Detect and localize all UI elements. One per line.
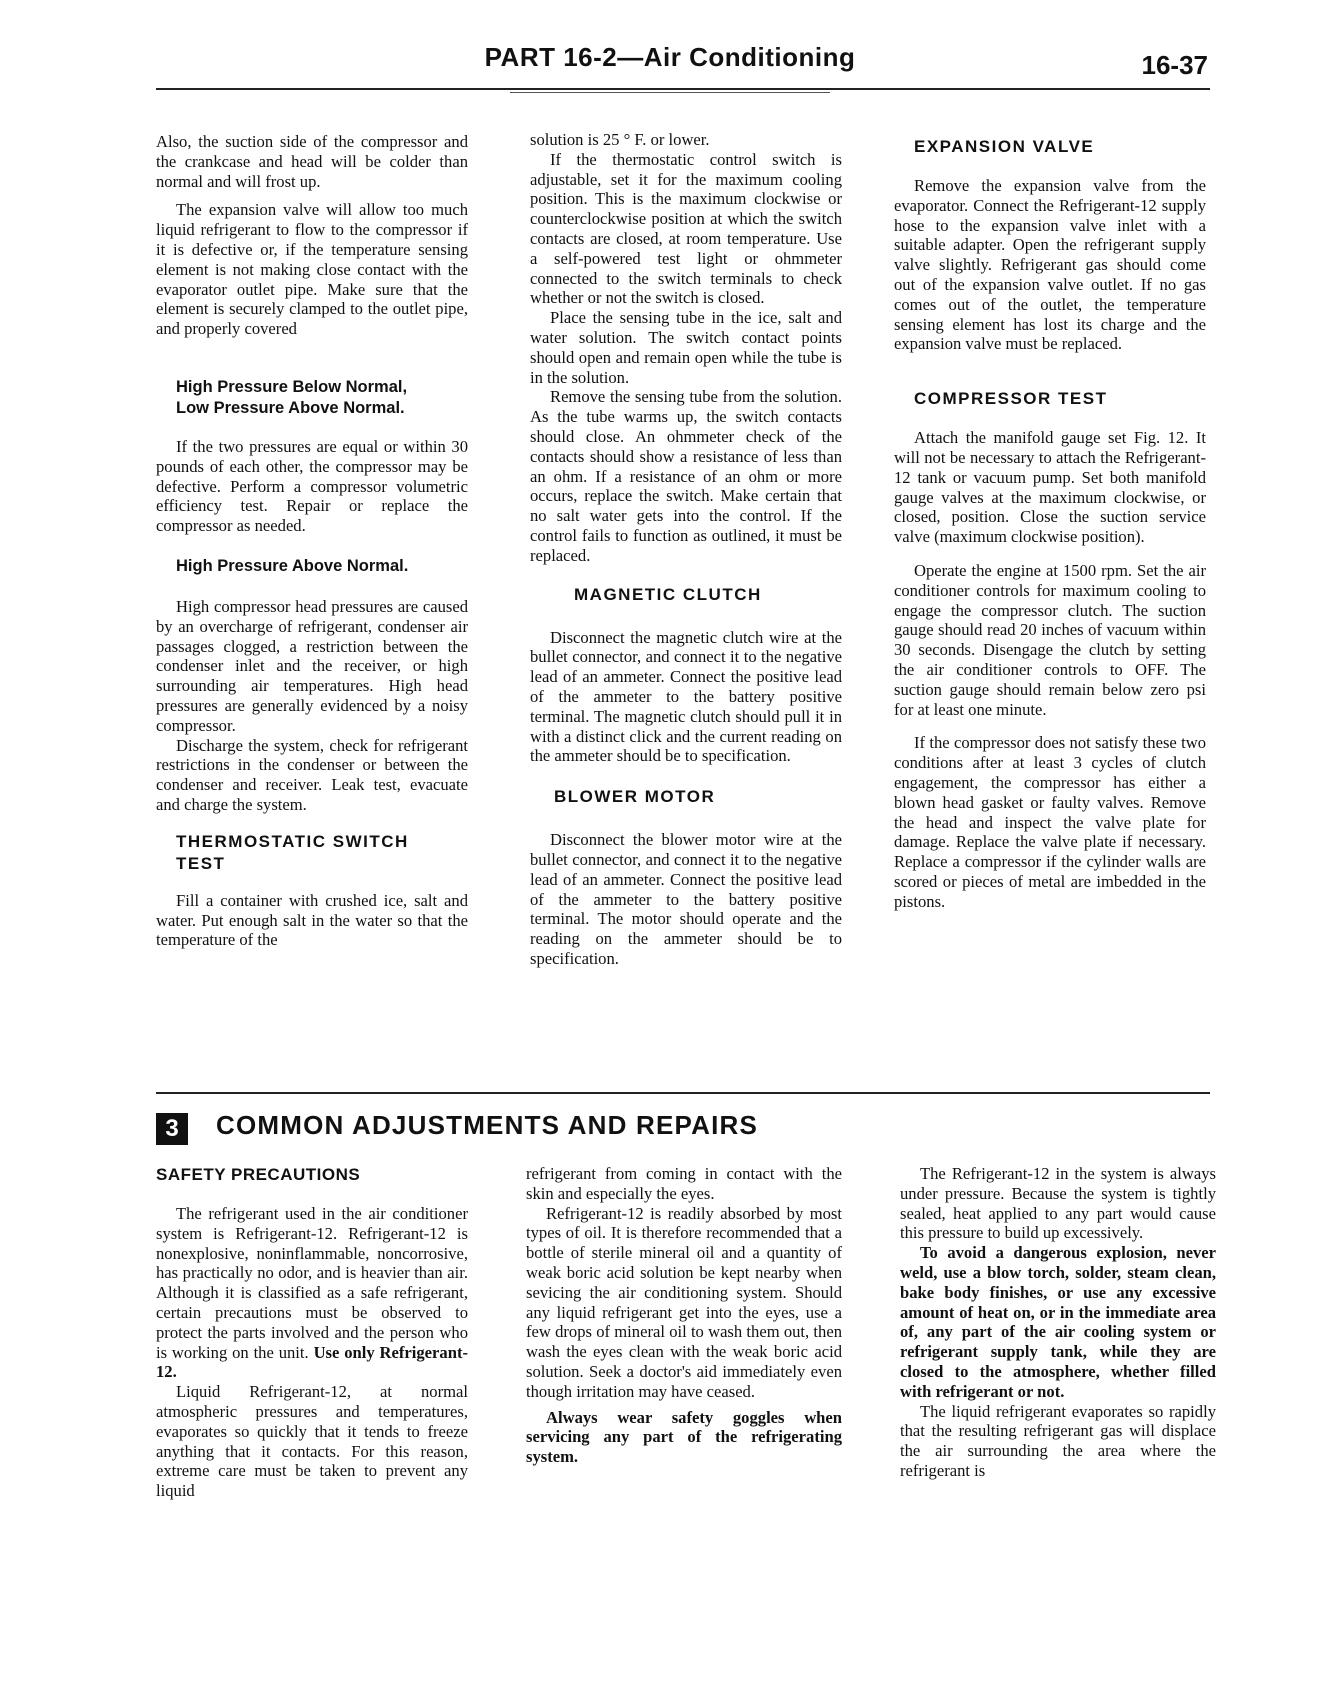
section-heading: EXPANSION VALVE [914, 137, 1095, 156]
section-heading: BLOWER MOTOR [554, 787, 716, 807]
paragraph: refrigerant from coming in contact with the skin and especially the eyes. [526, 1164, 842, 1203]
paragraph-emphasis: Always wear safety goggles when servicing any part of the refrigerating system. [526, 1407, 842, 1467]
lower-column-1 [156, 1164, 468, 1501]
header-rule [156, 88, 1210, 90]
paragraph: Discharge the system, check for refrigerant restrictions in the condenser or between the condenser and receiver. Leak test, evacuate and charge the system. [156, 735, 468, 814]
section-rule [156, 1092, 1210, 1094]
header-rule-secondary [510, 92, 830, 93]
paragraph: If the compressor does not satisfy these two conditions after at least 3 cycles of clutch engagement, the compressor has either a blown head gasket or faulty valves. Remove the head and inspect the valve plate for damage. Replace the valve plate if necessary. Replace a compressor if the cylinder walls are scored or pieces of metal are imbedded in the pistons. [894, 733, 1206, 911]
section-heading: COMPRESSOR TEST [914, 389, 1108, 409]
upper-column-2 [530, 130, 842, 969]
subheading: High Pressure Above Normal. [176, 556, 409, 575]
paragraph: Remove the sensing tube from the solution. As the tube warms up, the switch contacts should close. An ohmmeter check of the contacts should show a resistance of less than an ohm. If a resistance of an ohm or more occurs, replace the switch. Make certain that no salt water gets into the control. If the control fails to function as outlined, it must be replaced. [530, 387, 842, 565]
section-heading: MAGNETIC CLUTCH [574, 584, 762, 604]
paragraph: solution is 25 ° F. or lower. [530, 130, 710, 149]
paragraph: Place the sensing tube in the ice, salt and water solution. The switch contact points should open and remain open while the tube is in the solution. [530, 308, 842, 387]
paragraph: Disconnect the magnetic clutch wire at the bullet connector, and connect it to the negative lead of an ammeter. Connect the positive lead of the ammeter to the battery positive terminal. The magnetic clutch should pull it in with a distinct click and the current reading on the ammeter should be to specification. [530, 627, 842, 766]
paragraph-text: The refrigerant used in the air conditioner system is Refrigerant-12. Refrigerant-12 is nonexplosive, noninflammable, noncorrosive, has practically no odor, and is heavier than air. Although it is classified as a safe refrigerant, certain precautions must be observed to protect the parts involved and the person who is working on the unit. [156, 1204, 468, 1362]
paragraph: The expansion valve will allow too much liquid refrigerant to flow to the compressor if it is defective or, if the temperature sensing element is not making close contact with the evaporator outlet pipe. Make sure that the element is securely clamped to the outlet pipe, and properly covered [156, 200, 468, 339]
paragraph: Fill a container with crushed ice, salt and water. Put enough salt in the water so that the temperature of the [156, 890, 468, 950]
section-number-badge: 3 [156, 1113, 188, 1145]
paragraph [156, 1204, 468, 1382]
upper-column-1 [156, 132, 468, 950]
paragraph: Refrigerant-12 is readily absorbed by most types of oil. It is therefore recommended that a bottle of sterile mineral oil and a quantity of weak boric acid solution be kept nearby when sevicing the air conditioning system. Should any liquid refrigerant get into the eyes, use a few drops of mineral oil to wash them out, then wash the eyes clean with the weak boric acid solution. Seek a doctor's aid immediately even though irritation may have ceased. [526, 1203, 842, 1401]
paragraph: Also, the suction side of the compressor and the crankcase and head will be colder than normal and will frost up. [156, 132, 468, 191]
paragraph: The Refrigerant-12 in the system is always under pressure. Because the system is tightly sealed, heat applied to any part would cause this pressure to build up excessively. [900, 1164, 1216, 1243]
paragraph-emphasis: Use only Refrigerant-12. [156, 1342, 468, 1382]
paragraph: Attach the manifold gauge set Fig. 12. It will not be necessary to attach the Refrigerant-12 tank or vacuum pump. Set both manifold gauge valves at the maximum clockwise, or closed, position. Close the suction service valve (maximum clockwise position). [894, 428, 1206, 547]
page-number: 16-37 [1141, 50, 1208, 80]
paragraph: Remove the expansion valve from the evaporator. Connect the Refrigerant-12 supply hose to the expansion valve inlet with a suitable adapter. Open the refrigerant supply valve slightly. Refrigerant gas should come out of the expansion valve outlet. If no gas comes out of the outlet, the temperature sensing element has lost its charge and the expansion valve must be replaced. [894, 176, 1206, 354]
paragraph: If the thermostatic control switch is adjustable, set it for the maximum cooling position. This is the maximum clockwise or counterclockwise position at which the switch contacts are closed, at room temperature. Use a self-powered test light or ohmmeter connected to the switch terminals to check whether or not the switch is closed. [530, 149, 842, 308]
lower-column-3 [900, 1164, 1216, 1481]
paragraph: Operate the engine at 1500 rpm. Set the air conditioner controls for maximum cooling to engage the compressor clutch. The suction gauge should read 20 inches of vacuum within 30 seconds. Disengage the clutch by setting the air conditioner controls to OFF. The suction gauge should remain below zero psi for at least one minute. [894, 560, 1206, 719]
paragraph: Disconnect the blower motor wire at the bullet connector, and connect it to the negative lead of an ammeter. Connect the positive lead of the ammeter to the battery positive terminal. The motor should operate and the reading on the ammeter should be to specification. [530, 830, 842, 968]
subheading: Low Pressure Above Normal. [176, 398, 405, 417]
paragraph-emphasis: To avoid a dangerous explosion, never weld, use a blow torch, solder, steam clean, bake body finishes, or use any excessive amount of heat on, or in the immediate area of, any part of the air cooling system or refrigerant supply tank, while they are closed to the atmosphere, whether filled with refrigerant or not. [900, 1243, 1216, 1401]
page-header-title: PART 16-2—Air Conditioning [484, 42, 856, 72]
section-title: COMMON ADJUSTMENTS AND REPAIRS [216, 1110, 759, 1140]
paragraph: High compressor head pressures are caused by an overcharge of refrigerant, condenser air passages clogged, a restriction between the condenser inlet and the receiver, or high surrounding air temperatures. High head pressures are generally evidenced by a noisy compressor. [156, 596, 468, 735]
subheading: High Pressure Below Normal, [176, 377, 408, 396]
paragraph: Liquid Refrigerant-12, at normal atmospheric pressures and temperatures, evaporates so quickly that it tends to freeze anything that it contacts. For this reason, extreme care must be taken to prevent any liquid [156, 1382, 468, 1501]
upper-column-3 [894, 136, 1206, 912]
section-heading: TEST [176, 853, 226, 873]
section-heading: SAFETY PRECAUTIONS [156, 1165, 361, 1184]
paragraph: The liquid refrigerant evaporates so rapidly that the resulting refrigerant gas will displace the air surrounding the area where the refrigerant is [900, 1401, 1216, 1480]
lower-column-2 [526, 1164, 842, 1467]
paragraph: If the two pressures are equal or within 30 pounds of each other, the compressor may be defective. Perform a compressor volumetric efficiency test. Repair or replace the compressor as needed. [156, 436, 468, 536]
section-heading: THERMOSTATIC SWITCH [176, 831, 409, 851]
